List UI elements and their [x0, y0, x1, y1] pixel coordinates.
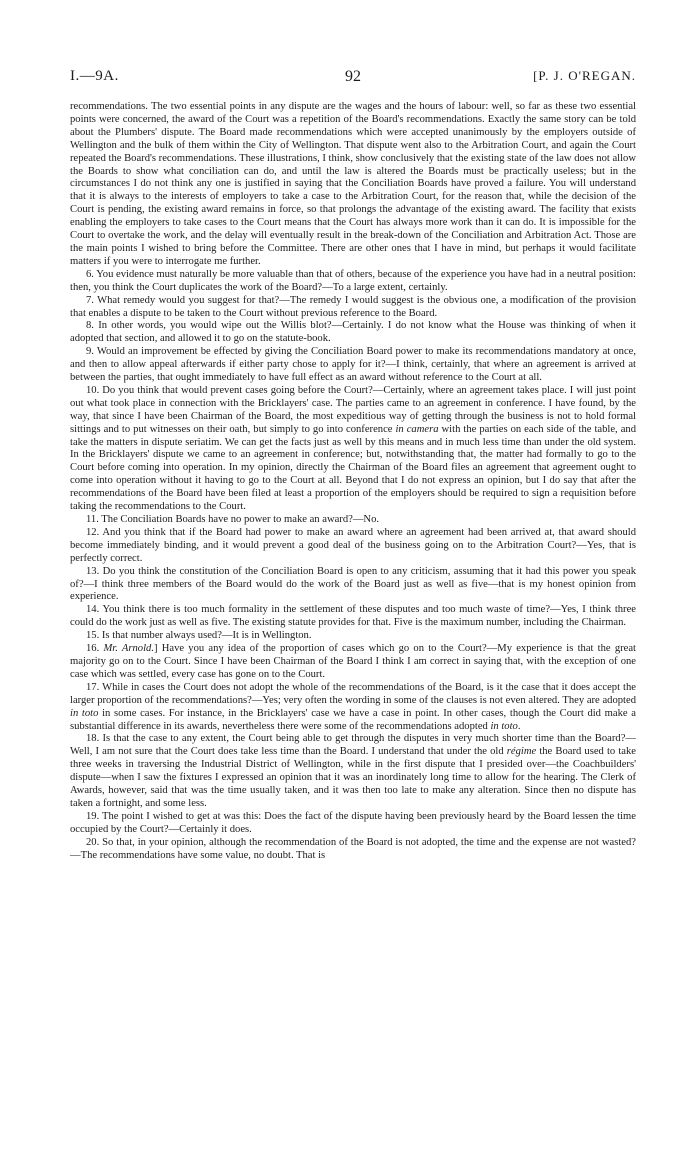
italic-text: régime [506, 746, 537, 758]
paragraph [70, 295, 636, 321]
text-segment: . [517, 720, 521, 732]
text-segment: 11. The Conciliation Boards have no power to make an award?—No. [86, 514, 380, 525]
paragraph [70, 527, 636, 566]
text-segment: 8. In other words, you would wipe out the Willis blot?—Certainly. I do not know what the House was thinking of when it adopted that section, and allowed it to go on the statute-book. [70, 320, 636, 345]
paragraph [70, 566, 636, 605]
text-segment: ] Have you any idea of the proportion of cases which go on to the Court?—My experience is that the great majority go on to the Court. Since I have been Chairman of the Board I think I am correct in saying that, with the exception of one case which was settled, every case has gone on to the Court. [70, 643, 637, 680]
text-segment: 15. Is that number always used?—It is in Wellington. [86, 630, 312, 642]
italic-text: in camera [395, 423, 439, 435]
italic-text: Mr. Arnold. [103, 643, 154, 655]
paragraph [70, 630, 636, 643]
text-segment: 10. Do you think that would prevent cases going before the Court?—Certainly, where an agreement takes place. I will just point out what took place in connection with the Bricklayers' case. The parties came to an agreement in conference. I have found, by the way, that since I have been Chairman of the Board, the most expeditious way of getting through the business is not to hold formal sittings and to put witnesses on their oath, but simply to go into conference [70, 384, 636, 435]
italic-text: in toto [490, 720, 518, 732]
document-reference: I.—9A. [70, 68, 119, 84]
text-segment: 9. Would an improvement be effected by giving the Conciliation Board power to make its recommendations mandatory at once, and then to allow appeal afterwards if either party chose to apply for it?—I think, certainly, that where an agreement is arrived at between the parties, that ought immediately to have full effect as an award without reference to the Court at all. [70, 346, 636, 384]
paragraph [70, 346, 636, 385]
text-segment: 20. So that, in your opinion, although the recommendation of the Board is not adopted, the time and the expense are not wasted?—The recommendations have some value, no doubt. That is [70, 836, 636, 861]
text-segment: 17. While in cases the Court does not adopt the whole of the recommendations of the Board, is it the case that it does accept the larger proportion of the recommendations?—Yes; very often the wording in some of the clauses is not even altered. They are adopted [70, 681, 636, 706]
document-body [70, 101, 636, 862]
paragraph [70, 682, 636, 734]
paragraph [70, 514, 636, 527]
paragraph [70, 101, 636, 269]
paragraph [70, 320, 636, 346]
text-segment: 19. The point I wished to get at was this: Does the fact of the dispute having been previously heard by the Board lessen the time occupied by the Court?—Certainly it does. [70, 810, 636, 835]
paragraph [70, 385, 636, 514]
text-segment: recommendations. The two essential points in any dispute are the wages and the hours of labour: well, so far as these two essential points were concerned, the award of the Court was a repetition of the Board's recommendations. Exactly the same story can be told about the Plumbers' dispute. The Board made recommendations which were accepted unanimously by the employers outside of Wellington and the bulk of them within the City of Wellington. That dispute went also to the Arbitration Court, and again the Court repeated the Board's recommendations. These illustrations, I think, show conclusively that the existing state of the law does not allow the Boards to show what conciliation can do, and until the law is altered the Boards must be practically useless; but in the circumstances I do not think any one is justified in saying that the Conciliation Boards have proved a failure. You will understand that it is always to the interests of employers to take a case to the Arbitration Court, for the reason that, while the decision of the Court is pending, the existing award remains in force, so that prolongs the advantage of the existing award. The facility that exists enabling the employers to take cases to the Court means that the Court has always more work than it can do. It is impossible for the Court to overtake the work, and the delay will eventually result in the break-down of the Conciliation and Arbitration Act. Those are the main points I wished to bring before the Committee. There are other ones that I have in mind, but perhaps it would facilitate matters if you were to interrogate me further. [70, 101, 636, 267]
text-segment: 6. You evidence must naturally be more valuable than that of others, because of the experience you have had in a neutral position: then, you think the Court duplicates the work of the Board?—To a large extent, certainly. [70, 268, 636, 293]
page-header [70, 68, 636, 90]
text-segment: in some cases. For instance, in the Bricklayers' case we have a case in point. In other cases, though the Court did make a substantial difference in its awards, nevertheless there were some of the recommendations adopted [70, 707, 637, 732]
text-segment: 13. Do you think the constitution of the Conciliation Board is open to any criticism, assuming that it had this power you speak of?—I think three members of the Board would do the work of the Board just as well as five—that is my honest opinion from experience. [70, 565, 636, 603]
text-segment: 18. Is that the case to any extent, the Court being able to get through the disputes in very much shorter time than the Board?—Well, I am not sure that the Court does take less time than the Board. I understand that under the old [70, 733, 636, 758]
paragraph [70, 643, 636, 682]
paragraph [70, 811, 636, 837]
italic-text: in toto [70, 707, 99, 719]
text-segment: 14. You think there is too much formality in the settlement of these disputes and too much waste of time?—Yes, I think three could do the work just as well as five. The existing statute provides for that. Five is the maximum number, including the Chairman. [70, 604, 636, 629]
text-segment: 16. [86, 643, 104, 655]
text-segment: with the parties on each side of the table, and take the matters in dispute seriatim. We can get the facts just as well by this means and in much less time than under the old system. In the Bricklayers' dispute we came to an agreement in conference; but, notwithstanding that, the matter had formally to go to the Court before coming into operation. In my opinion, directly the Chairman of the Board files an agreement that agreement ought to come into operation without it having to go to the Court at all. Beyond that I do not express an opinion, but I do say that after the recommendations of the Board have been filed at least a proportion of the employers should be required to sign a requisition before taking the recommendations to the Court. [70, 423, 636, 513]
paragraph [70, 733, 636, 810]
paragraph [70, 269, 636, 295]
text-segment: the Board used to take three weeks in traversing the Industrial District of Wellington, while in the first dispute that I presided over—the Coachbuilders' dispute—when I saw the fixtures I expressed an opinion that it was an inordinately long time to allow for the hearing. The Clerk of Awards, however, said that was the time usually taken, and it was then too late to make any alteration. Since then no dispute has taken a fortnight, and some less. [70, 746, 636, 809]
witness-name: [P. J. O'REGAN. [533, 68, 636, 83]
text-segment: 12. And you think that if the Board had power to make an award where an agreement had been arrived at, that award should become immediately binding, and it would prevent a good deal of the business going on to the Arbitration Court?—Yes, that is perfectly correct. [70, 526, 636, 564]
paragraph [70, 604, 636, 630]
text-segment: 7. What remedy would you suggest for that?—The remedy I would suggest is the obvious one, a modification of the provision that enables a dispute to be taken to the Court without previous reference to the Board. [70, 294, 636, 319]
page-number: 92 [345, 68, 361, 85]
paragraph [70, 837, 636, 863]
